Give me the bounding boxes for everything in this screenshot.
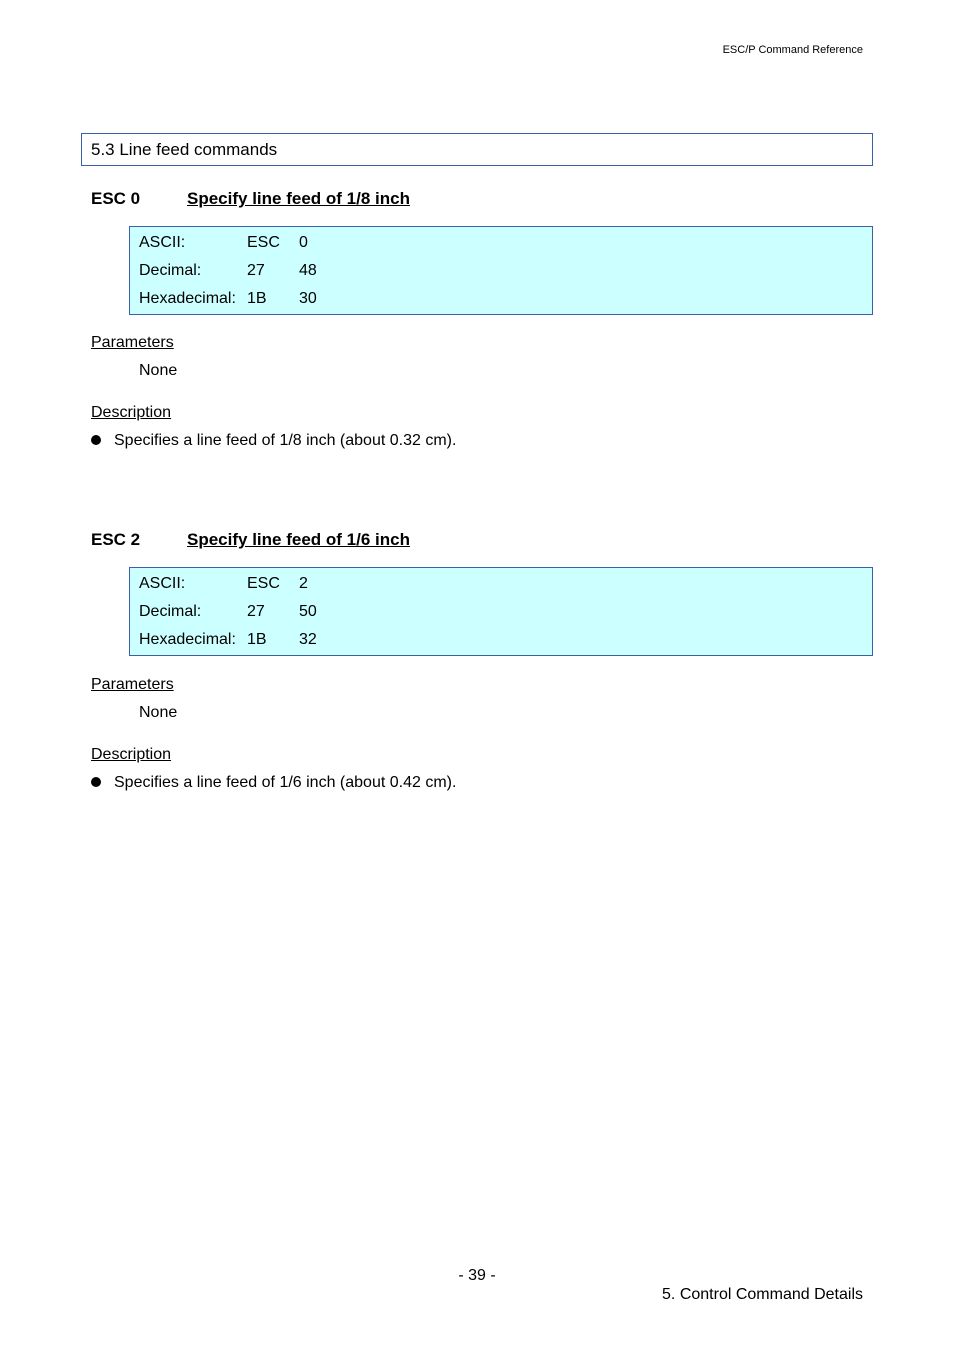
- bullet-icon: [91, 435, 101, 445]
- code-label: Decimal:: [139, 603, 202, 620]
- code-value: 1B: [247, 290, 267, 307]
- description-text: Specifies a line feed of 1/6 inch (about 0.42 cm).: [114, 774, 457, 791]
- code-value: 50: [299, 603, 317, 620]
- code-value: 30: [299, 290, 317, 307]
- code-value: 32: [299, 631, 317, 648]
- code-value: 1B: [247, 631, 267, 648]
- description-item: [91, 432, 456, 450]
- code-label: ASCII:: [139, 575, 186, 592]
- command-code: ESC 0: [91, 189, 141, 208]
- parameters-label: Parameters: [91, 334, 174, 351]
- command-title: Specify line feed of 1/8 inch: [187, 189, 410, 208]
- code-value: ESC: [247, 575, 280, 592]
- code-label: Hexadecimal:: [139, 290, 236, 307]
- code-value: ESC: [247, 234, 280, 251]
- code-table: [129, 226, 873, 315]
- parameters-value: None: [139, 362, 178, 379]
- section-title: 5.3 Line feed commands: [91, 140, 278, 159]
- description-label: Description: [91, 746, 172, 763]
- section-title-box: [81, 133, 873, 166]
- page-number: - 39 -: [458, 1267, 496, 1284]
- command-heading: [91, 189, 410, 209]
- code-value: 0: [299, 234, 308, 251]
- code-label: Decimal:: [139, 262, 202, 279]
- description-text: Specifies a line feed of 1/8 inch (about 0.32 cm).: [114, 432, 457, 449]
- code-table: [129, 567, 873, 656]
- command-esc-2: [91, 530, 881, 800]
- description-label: Description: [91, 404, 172, 421]
- code-label: Hexadecimal:: [139, 631, 236, 648]
- bullet-icon: [91, 777, 101, 787]
- code-value: 48: [299, 262, 317, 279]
- description-item: [91, 774, 456, 792]
- code-label: ASCII:: [139, 234, 186, 251]
- code-value: 27: [247, 603, 265, 620]
- command-title: Specify line feed of 1/6 inch: [187, 530, 410, 549]
- code-value: 27: [247, 262, 265, 279]
- header-reference: ESC/P Command Reference: [722, 44, 863, 56]
- parameters-label: Parameters: [91, 676, 174, 693]
- code-value: 2: [299, 575, 308, 592]
- parameters-value: None: [139, 704, 178, 721]
- command-esc-0: [91, 189, 881, 459]
- command-code: ESC 2: [91, 530, 141, 549]
- command-heading: [91, 530, 410, 550]
- footer-chapter: 5. Control Command Details: [662, 1286, 863, 1303]
